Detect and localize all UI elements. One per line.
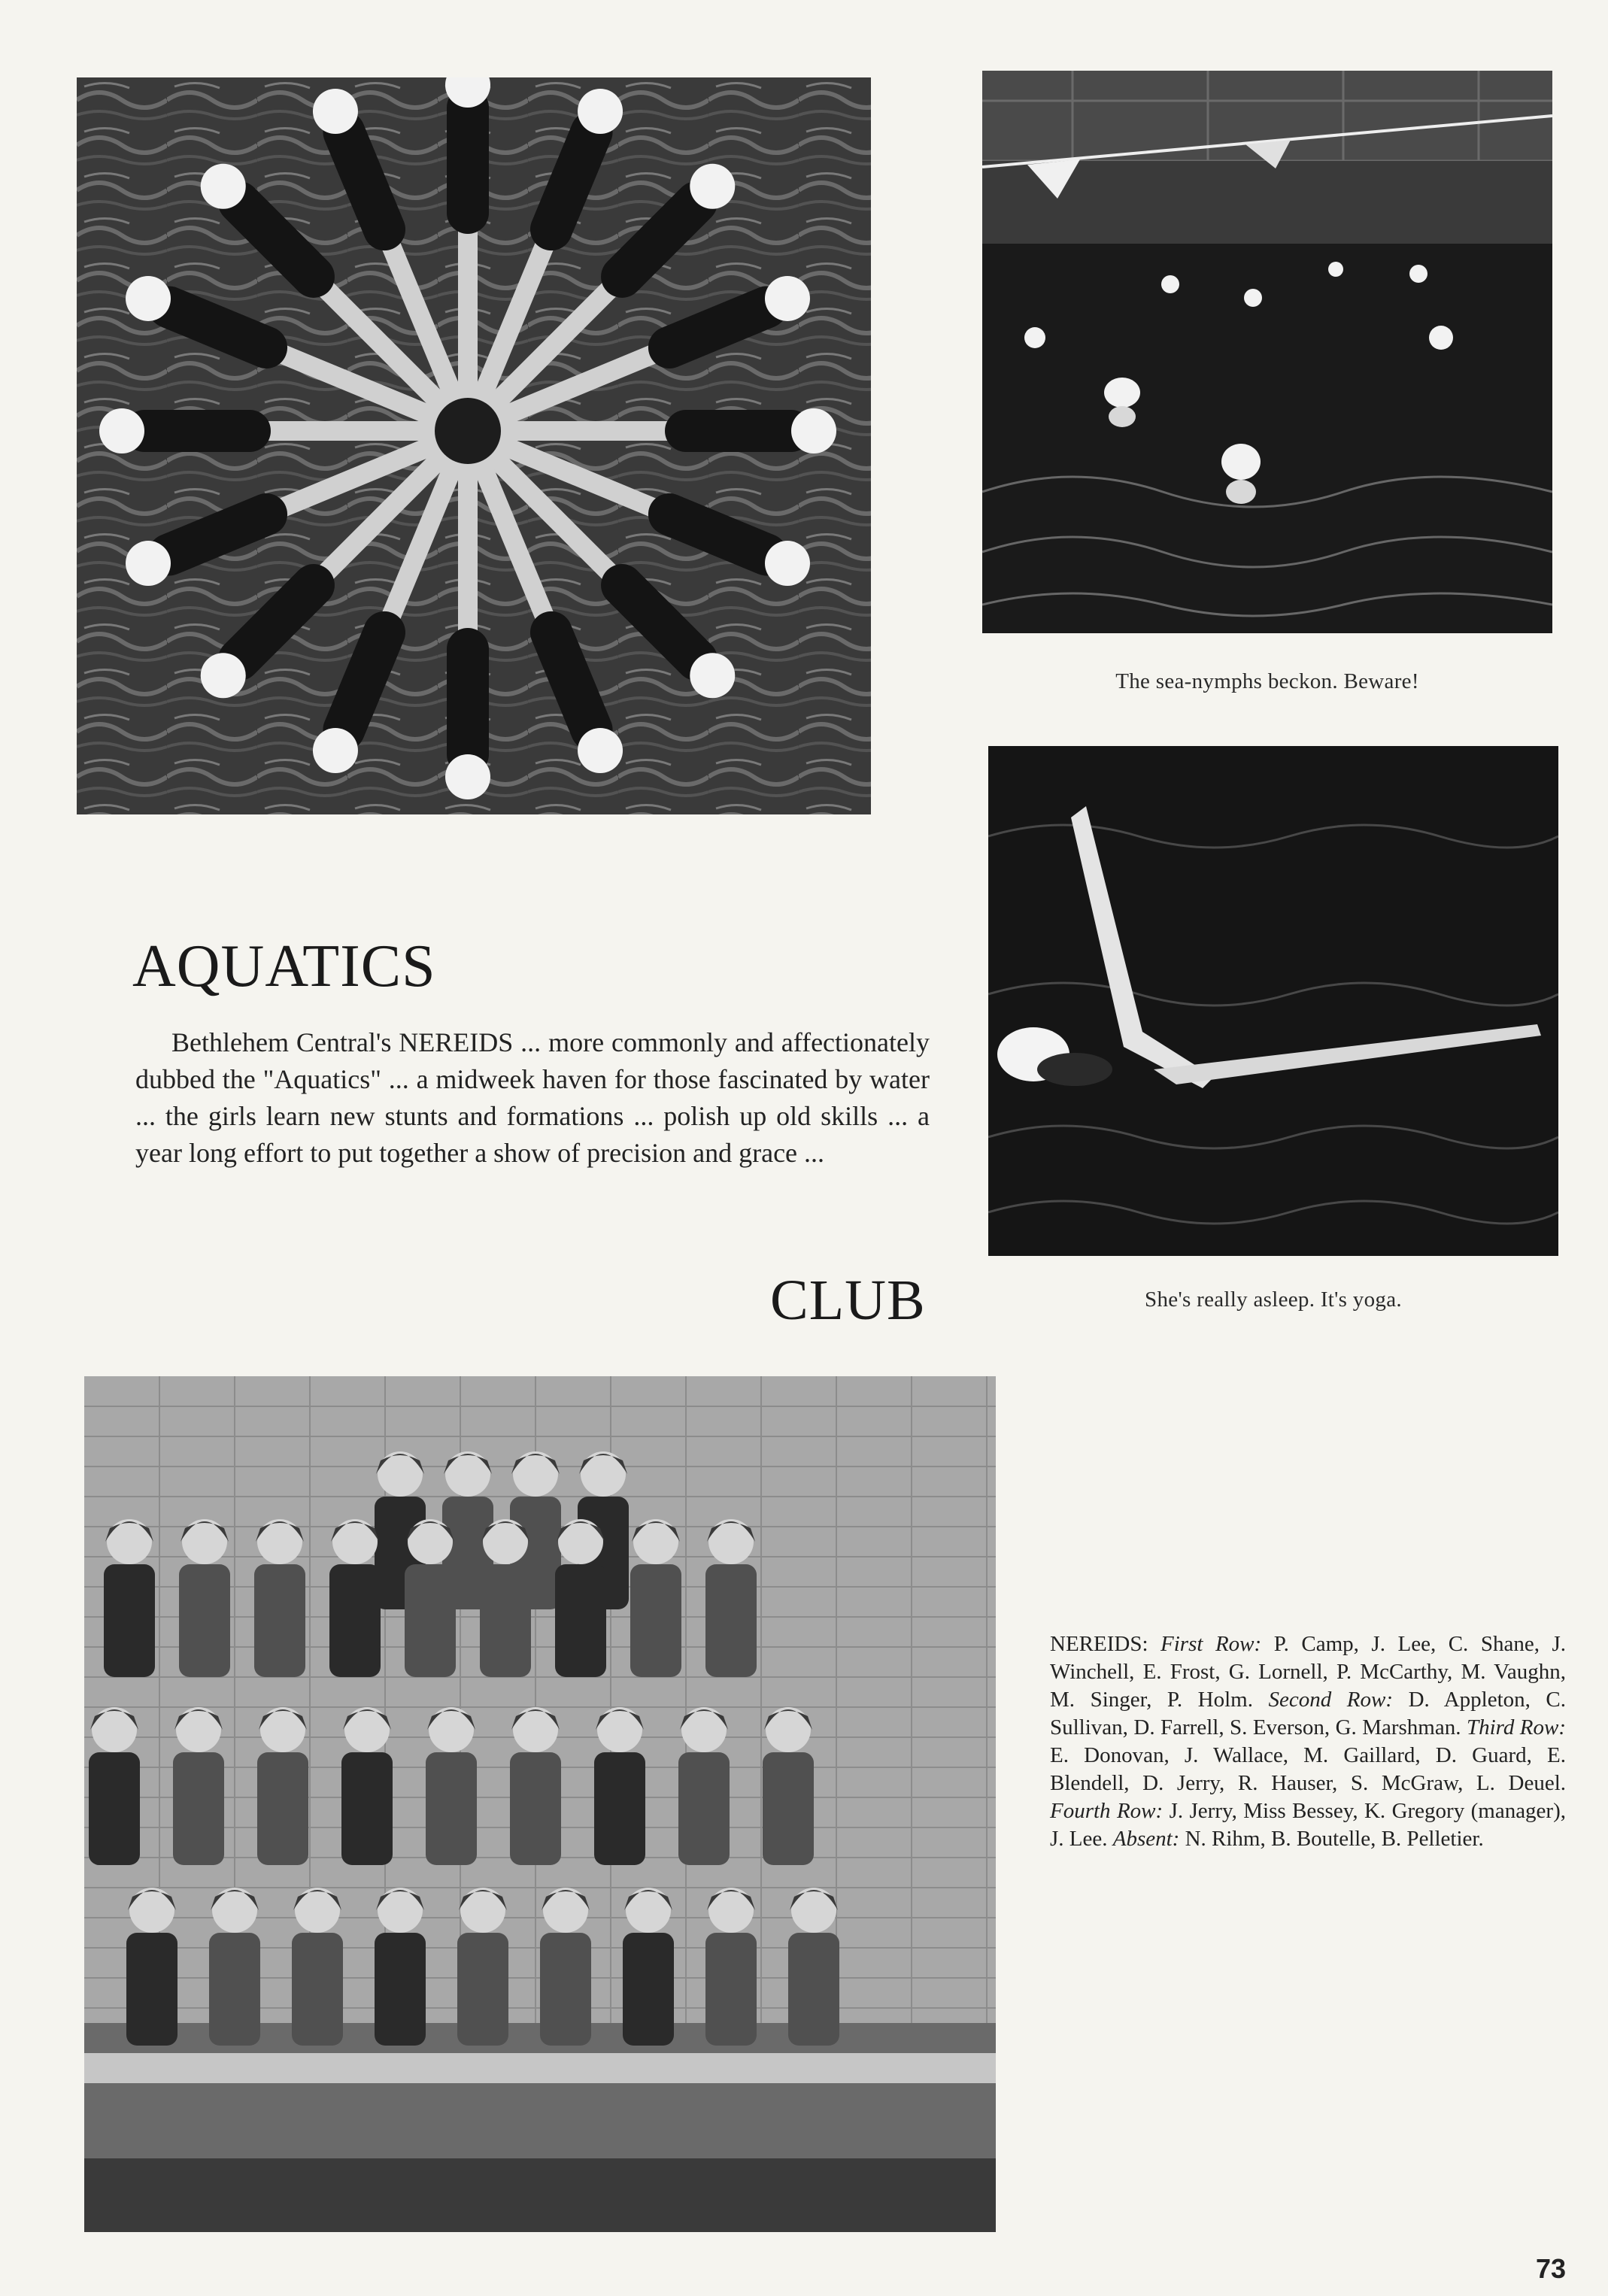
club-member-figure bbox=[630, 1564, 681, 1677]
club-member-face bbox=[445, 1451, 490, 1497]
photo-pool-swimmers bbox=[982, 71, 1552, 633]
club-member-face bbox=[257, 1519, 302, 1564]
club-member-figure bbox=[705, 1564, 757, 1677]
swim-cap bbox=[201, 164, 246, 209]
club-member-figure bbox=[540, 1933, 591, 2046]
club-member-face bbox=[260, 1707, 305, 1752]
club-member-figure bbox=[89, 1752, 140, 1865]
club-member-face bbox=[581, 1451, 626, 1497]
swim-cap bbox=[445, 754, 490, 799]
swim-cap bbox=[791, 408, 836, 453]
club-member-face bbox=[129, 1888, 174, 1933]
roster-text bbox=[1050, 1630, 1566, 1853]
club-member-face bbox=[332, 1519, 378, 1564]
swim-cap bbox=[578, 728, 623, 773]
club-member-figure bbox=[480, 1564, 531, 1677]
club-member-face bbox=[107, 1519, 152, 1564]
club-member-face bbox=[708, 1888, 754, 1933]
club-member-figure bbox=[510, 1752, 561, 1865]
caption-pool-swimmers: The sea-nymphs beckon. Beware! bbox=[1115, 669, 1419, 693]
swim-cap bbox=[126, 541, 171, 586]
club-member-face bbox=[483, 1519, 528, 1564]
club-member-face bbox=[597, 1707, 642, 1752]
roster-row-label: Second Row: bbox=[1268, 1688, 1394, 1712]
roster-row-names: P. Camp, J. Lee, C. Shane, J. Winchell, E. Frost, G. Lornell, P. McCarthy, M. Vaughn, M. Singer, P. Holm. bbox=[1050, 1632, 1567, 1712]
club-member-face bbox=[344, 1707, 390, 1752]
swim-cap bbox=[201, 653, 246, 698]
club-member-figure bbox=[405, 1564, 456, 1677]
roster-row-names: E. Donovan, J. Wallace, M. Gaillard, D. Guard, E. Blendell, D. Jerry, R. Hauser, S. McGraw, L. Deuel. bbox=[1050, 1743, 1566, 1795]
club-member-figure bbox=[341, 1752, 393, 1865]
club-member-face bbox=[460, 1888, 505, 1933]
roster-row-names: N. Rihm, B. Boutelle, B. Pelletier. bbox=[1185, 1827, 1484, 1851]
club-member-figure bbox=[763, 1752, 814, 1865]
club-member-figure bbox=[126, 1933, 177, 2046]
swim-cap bbox=[126, 276, 171, 321]
swim-cap bbox=[690, 653, 735, 698]
swim-cap bbox=[690, 164, 735, 209]
club-member-figure bbox=[426, 1752, 477, 1865]
swim-cap bbox=[765, 276, 810, 321]
club-member-figure bbox=[555, 1564, 606, 1677]
club-member-face bbox=[681, 1707, 727, 1752]
club-member-figure bbox=[329, 1564, 381, 1677]
club-member-face bbox=[543, 1888, 588, 1933]
photo-leg-raised bbox=[988, 746, 1558, 1256]
club-member-figure bbox=[104, 1564, 155, 1677]
photo-star-formation bbox=[77, 77, 871, 814]
club-member-face bbox=[791, 1888, 836, 1933]
intro-paragraph: Bethlehem Central's NEREIDS ... more commonly and affectionately dubbed the "Aquatics" ... a midweek haven for those fascinated by water ... the girls learn new stunts and formations ... polish up old skills ... a year long effort to put together a show of precision and grace ... bbox=[135, 1027, 930, 1168]
club-member-figure bbox=[257, 1752, 308, 1865]
roster-row-label: First Row: bbox=[1160, 1632, 1262, 1656]
club-member-face bbox=[513, 1451, 558, 1497]
club-member-figure bbox=[375, 1933, 426, 2046]
club-member-face bbox=[558, 1519, 603, 1564]
club-member-figure bbox=[678, 1752, 730, 1865]
swim-cap bbox=[313, 728, 358, 773]
club-member-face bbox=[513, 1707, 558, 1752]
heading-club: CLUB bbox=[770, 1269, 926, 1332]
club-member-face bbox=[176, 1707, 221, 1752]
club-member-figure bbox=[173, 1752, 224, 1865]
club-member-figure bbox=[623, 1933, 674, 2046]
heading-aquatics: AQUATICS bbox=[132, 933, 436, 999]
club-member-figure bbox=[788, 1933, 839, 2046]
swim-cap bbox=[313, 89, 358, 134]
caption-leg-raised: She's really asleep. It's yoga. bbox=[1145, 1288, 1402, 1312]
club-member-face bbox=[212, 1888, 257, 1933]
club-member-figure bbox=[254, 1564, 305, 1677]
club-member-figure bbox=[179, 1564, 230, 1677]
club-member-face bbox=[182, 1519, 227, 1564]
swim-cap bbox=[99, 408, 144, 453]
roster-row-names: D. Appleton, C. Sullivan, D. Farrell, S. Everson, G. Marshman. bbox=[1050, 1688, 1567, 1739]
club-member-face bbox=[378, 1888, 423, 1933]
roster-club-label: NEREIDS: bbox=[1050, 1632, 1148, 1656]
club-member-figure bbox=[209, 1933, 260, 2046]
photo-group-portrait bbox=[84, 1376, 996, 2232]
swim-cap bbox=[578, 89, 623, 134]
swim-cap bbox=[765, 541, 810, 586]
page-number: 73 bbox=[1536, 2253, 1567, 2284]
club-member-figure bbox=[292, 1933, 343, 2046]
club-member-face bbox=[429, 1707, 474, 1752]
club-member-face bbox=[408, 1519, 453, 1564]
club-member-face bbox=[295, 1888, 340, 1933]
club-member-face bbox=[708, 1519, 754, 1564]
roster-row-label: Fourth Row: bbox=[1050, 1799, 1164, 1823]
roster-row-names: J. Jerry, Miss Bessey, K. Gregory (manager), J. Lee. bbox=[1050, 1799, 1566, 1851]
roster-row-label: Third Row: bbox=[1466, 1715, 1567, 1739]
club-member-figure bbox=[705, 1933, 757, 2046]
club-member-figure bbox=[457, 1933, 508, 2046]
club-member-figure bbox=[594, 1752, 645, 1865]
club-member-face bbox=[626, 1888, 671, 1933]
club-member-face bbox=[766, 1707, 811, 1752]
roster-row-label: Absent: bbox=[1112, 1827, 1180, 1851]
club-member-face bbox=[378, 1451, 423, 1497]
club-member-face bbox=[633, 1519, 678, 1564]
club-member-face bbox=[92, 1707, 137, 1752]
